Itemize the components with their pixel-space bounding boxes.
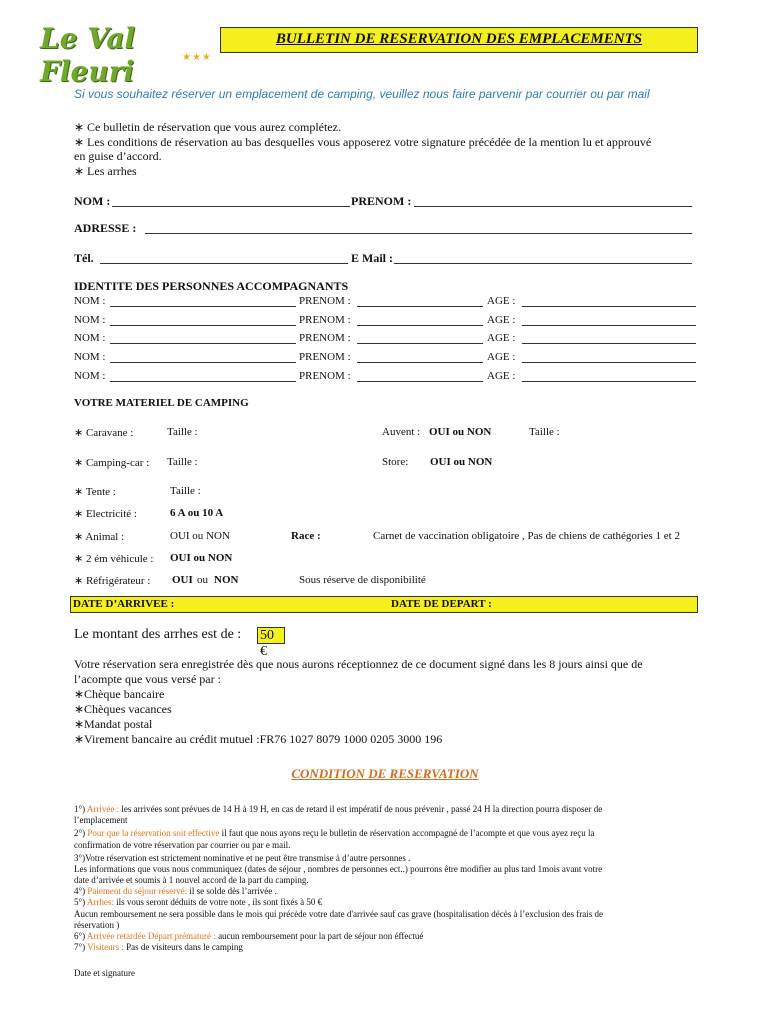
- condition-7-num: 7°): [74, 942, 86, 952]
- email-line[interactable]: [394, 263, 692, 264]
- companion-age-label: AGE :: [487, 295, 516, 307]
- condition-1-cont: l’emplacement: [74, 815, 128, 825]
- store-oui-non[interactable]: OUI ou NON: [430, 456, 493, 468]
- condition-6-num: 6°): [74, 931, 86, 941]
- companions-title: IDENTITE DES PERSONNES ACCOMPAGNANTS: [74, 279, 349, 293]
- camping-car-label: ∗ Camping-car :: [74, 457, 150, 469]
- companion-nom-line[interactable]: [110, 343, 296, 344]
- materiel-title: VOTRE MATERIEL DE CAMPING: [74, 397, 249, 409]
- condition-2-cont: confirmation de votre réservation par courrier ou par e mail.: [74, 840, 291, 850]
- prenom-line[interactable]: [414, 206, 692, 207]
- condition-7: [74, 942, 243, 953]
- condition-3: 3°)Votre réservation est strictement nominative et ne peut être transmise à d’autre personnes .: [74, 853, 411, 863]
- companion-prenom-line[interactable]: [357, 362, 483, 363]
- requirement-2-cont: en guise d’accord.: [74, 149, 162, 163]
- requirement-2: ∗ Les conditions de réservation au bas desquelles vous apposerez votre signature précédée de la mention lu et approuvé: [74, 135, 652, 149]
- condition-6: [74, 931, 423, 942]
- adresse-label: ADRESSE :: [74, 221, 137, 235]
- condition-6-text: aucun remboursement pour la part de séjour non éffectué: [215, 931, 424, 941]
- condition-5-num: 5°): [74, 897, 86, 907]
- animal-label: ∗ Animal :: [74, 531, 125, 543]
- companion-prenom-label: PRENOM :: [299, 314, 351, 326]
- caravane-taille-label: Taille :: [167, 426, 198, 438]
- condition-3-cont: date d’arrivée et soumis à 1 nouvel accord de la part du camping.: [74, 875, 309, 885]
- payment-line-2: l’acompte que vous versé par :: [74, 672, 221, 686]
- auvent-oui-non[interactable]: OUI ou NON: [429, 426, 492, 438]
- condition-2: [74, 828, 595, 839]
- companion-nom-label: NOM :: [74, 314, 106, 326]
- prenom-label: PRENOM :: [351, 194, 412, 208]
- payment-method: ∗Chèque bancaire: [74, 687, 165, 701]
- tel-line[interactable]: [100, 263, 348, 264]
- condition-1-num: 1°): [74, 804, 86, 814]
- companion-age-label: AGE :: [487, 314, 516, 326]
- companion-prenom-label: PRENOM :: [299, 295, 351, 307]
- adresse-line[interactable]: [145, 233, 692, 234]
- companion-age-label: AGE :: [487, 351, 516, 363]
- companion-age-line[interactable]: [522, 343, 696, 344]
- condition-5-cont: réservation ): [74, 920, 120, 930]
- condition-7-head: Visiteurs :: [87, 942, 124, 952]
- condition-5-cont: Aucun remboursement ne sera possible dans le mois qui précède votre date d'arrivée sauf cas grave (hospitalisation décès à l’exclusion des frais de: [74, 909, 603, 919]
- dates-box: [70, 596, 698, 613]
- vehicule-oui-non[interactable]: OUI ou NON: [170, 552, 233, 564]
- condition-2-text: il faut que nous ayons reçu le bulletin de réservation accompagné de l’acompte et que vous ayez reçu la: [219, 828, 595, 838]
- logo: [40, 22, 215, 88]
- conditions-title: CONDITION DE RESERVATION: [291, 766, 479, 781]
- arrhes-amount: 50 €: [257, 627, 285, 644]
- condition-5-text: ils vous seront déduits de votre note , ils sont fixés à 50 €: [113, 897, 323, 907]
- refrigerateur-oui[interactable]: OUI: [172, 574, 193, 586]
- companion-nom-label: NOM :: [74, 295, 106, 307]
- companion-nom-label: NOM :: [74, 332, 106, 344]
- companion-age-line[interactable]: [522, 306, 696, 307]
- electricite-amperage[interactable]: 6 A ou 10 A: [170, 507, 224, 519]
- condition-5-head: Arrhes:: [86, 897, 114, 907]
- vaccination-note: Carnet de vaccination obligatoire , Pas de chiens de cathégories 1 et 2: [373, 530, 680, 542]
- companion-age-line[interactable]: [522, 325, 696, 326]
- condition-4: [74, 886, 277, 897]
- arrivee-label[interactable]: DATE D’ARRIVEE :: [73, 598, 175, 610]
- auvent-label: Auvent :: [382, 426, 421, 438]
- condition-1-text: les arrivées sont prévues de 14 H à 19 H, en cas de retard il est impératif de nous prévenir , passé 24 H la direction pourra disposer de: [119, 804, 603, 814]
- nom-line[interactable]: [112, 206, 350, 207]
- payment-method: ∗Chèques vacances: [74, 702, 172, 716]
- companion-age-label: AGE :: [487, 332, 516, 344]
- store-label: Store:: [382, 456, 409, 468]
- arrhes-label: Le montant des arrhes est de :: [74, 627, 242, 642]
- refrigerateur-ou: ou: [197, 574, 208, 586]
- condition-7-text: Pas de visiteurs dans le camping: [123, 942, 243, 952]
- camping-car-taille-label: Taille :: [167, 456, 198, 468]
- requirement-1: ∗ Ce bulletin de réservation que vous aurez complétez.: [74, 120, 341, 134]
- auvent-taille-label: Taille :: [529, 426, 560, 438]
- nom-label: NOM :: [74, 194, 111, 208]
- companion-prenom-line[interactable]: [357, 325, 483, 326]
- logo-text: Le Val Fleuri: [40, 22, 136, 88]
- condition-4-num: 4°): [74, 886, 86, 896]
- vehicule-label: ∗ 2 ém véhicule :: [74, 553, 154, 565]
- companion-prenom-line[interactable]: [357, 381, 483, 382]
- tel-label: Tél.: [74, 251, 94, 265]
- animal-oui-non[interactable]: OUI ou NON: [170, 530, 230, 542]
- disponibilite-note: Sous réserve de disponibilité: [299, 574, 426, 586]
- condition-5: [74, 897, 322, 908]
- condition-2-head: Pour que la réservation soit effective: [87, 828, 220, 838]
- payment-method: ∗Mandat postal: [74, 717, 153, 731]
- companion-prenom-label: PRENOM :: [299, 370, 351, 382]
- condition-1-head: Arrivée :: [86, 804, 120, 814]
- condition-4-text: il se solde dès l’arrivée .: [187, 886, 277, 896]
- companion-nom-label: NOM :: [74, 370, 106, 382]
- page-title: BULLETIN DE RESERVATION DES EMPLACEMENTS: [275, 31, 643, 47]
- companion-age-line[interactable]: [522, 381, 696, 382]
- payment-line-1: Votre réservation sera enregistrée dès que nous aurons réceptionnez de ce document signé dans les 8 jours ainsi que de: [74, 657, 643, 671]
- signature-label[interactable]: Date et signature: [74, 968, 135, 978]
- companion-prenom-label: PRENOM :: [299, 351, 351, 363]
- companion-prenom-line[interactable]: [357, 306, 483, 307]
- payment-method: ∗Virement bancaire au crédit mutuel :FR76 1027 8079 1000 0205 3000 196: [74, 732, 443, 746]
- condition-6-head: Arrivée retardée Départ prématuré :: [86, 931, 216, 941]
- companion-nom-line[interactable]: [110, 381, 296, 382]
- electricite-label: ∗ Electricité :: [74, 508, 137, 520]
- title-banner: [220, 27, 698, 53]
- companion-prenom-label: PRENOM :: [299, 332, 351, 344]
- condition-4-head: Paiement du séjour réservé:: [87, 886, 188, 896]
- caravane-label: ∗ Caravane :: [74, 427, 134, 439]
- companion-nom-line[interactable]: [110, 325, 296, 326]
- companion-prenom-line[interactable]: [357, 343, 483, 344]
- companion-nom-label: NOM :: [74, 351, 106, 363]
- refrigerateur-non[interactable]: NON: [214, 574, 239, 586]
- condition-3-cont: Les informations que vous nous communiquez (dates de séjour , nombres de personnes ect..) pourrons être modifier au plus tard 1mois avant votre: [74, 864, 603, 874]
- companion-nom-line[interactable]: [110, 306, 296, 307]
- companion-nom-line[interactable]: [110, 362, 296, 363]
- intro-text: Si vous souhaitez réserver un emplacement de camping, veuillez nous faire parvenir par courrier ou par mail: [74, 87, 650, 101]
- race-label: Race :: [291, 530, 321, 542]
- email-label: E Mail :: [351, 251, 393, 265]
- companion-age-label: AGE :: [487, 370, 516, 382]
- refrigerateur-label: ∗ Réfrigérateur :: [74, 575, 151, 587]
- condition-2-num: 2°): [74, 828, 86, 838]
- tente-taille-label: Taille :: [170, 485, 201, 497]
- companion-age-line[interactable]: [522, 362, 696, 363]
- logo-stars: ★★★: [182, 52, 212, 63]
- condition-1: [74, 804, 602, 815]
- requirement-3: ∗ Les arrhes: [74, 164, 137, 178]
- tente-label: ∗ Tente :: [74, 486, 116, 498]
- depart-label[interactable]: DATE DE DEPART :: [391, 598, 492, 610]
